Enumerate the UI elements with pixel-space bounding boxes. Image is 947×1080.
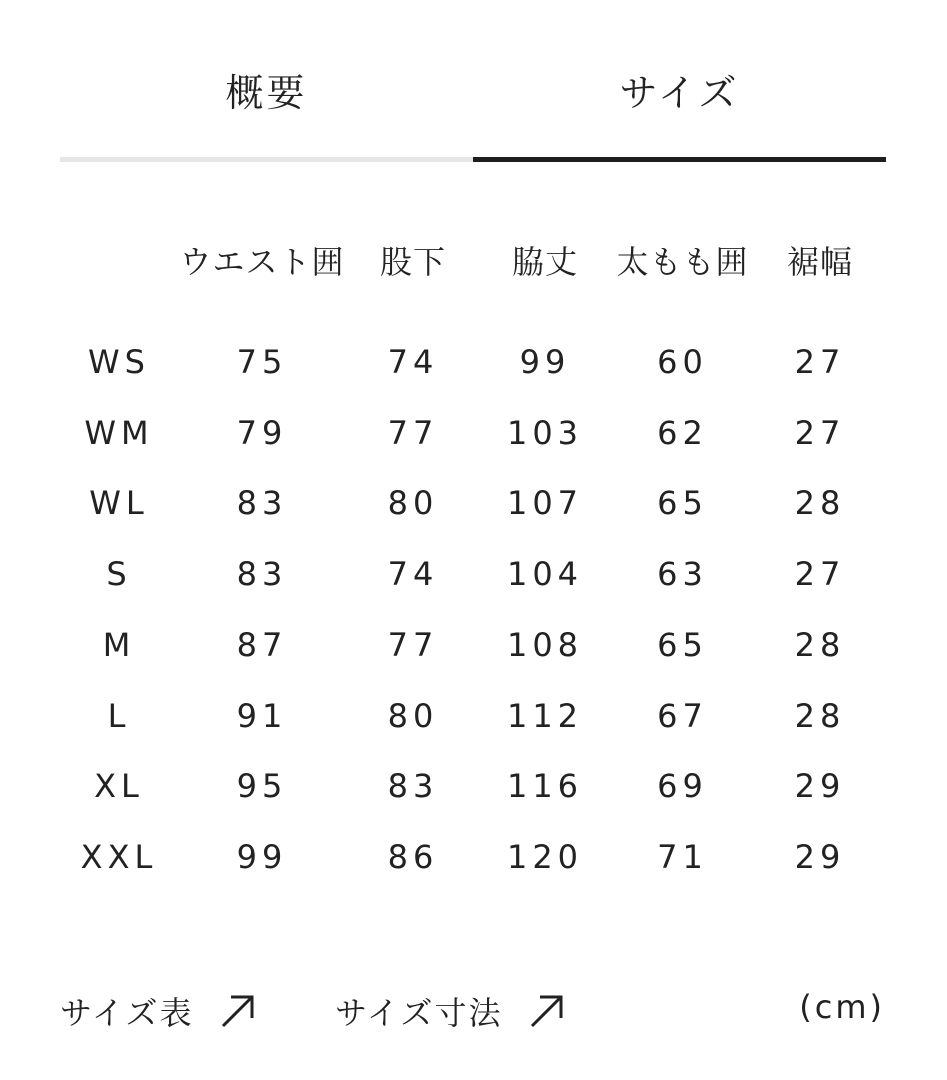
cell-size: XL bbox=[94, 767, 144, 806]
cell-outseam: 116 bbox=[506, 767, 584, 806]
tab-overview[interactable]: 概要 bbox=[225, 71, 308, 115]
cell-thigh: 65 bbox=[657, 484, 708, 523]
cell-inseam: 83 bbox=[387, 767, 439, 806]
cell-outseam: 103 bbox=[506, 413, 584, 452]
cell-outseam: 112 bbox=[506, 696, 584, 735]
cell-waist: 87 bbox=[236, 625, 288, 664]
cell-size: WM bbox=[84, 413, 154, 452]
unit-label: (cm) bbox=[799, 988, 885, 1026]
size-measurement-link[interactable] bbox=[335, 985, 566, 1037]
cell-thigh: 63 bbox=[657, 555, 708, 594]
cell-size: XXL bbox=[80, 837, 158, 876]
cell-waist: 75 bbox=[236, 343, 288, 381]
cell-thigh: 62 bbox=[657, 413, 708, 452]
cell-hem-width: 29 bbox=[794, 837, 846, 876]
column-header-size bbox=[60, 237, 178, 285]
cell-hem-width: 28 bbox=[794, 484, 846, 523]
cell-waist: 83 bbox=[236, 484, 288, 523]
cell-hem-width: 28 bbox=[794, 625, 846, 664]
cell-thigh: 69 bbox=[657, 767, 708, 806]
column-header-waist: ウエスト囲 bbox=[179, 243, 345, 281]
column-header-hem-width: 裾幅 bbox=[786, 243, 853, 281]
size-chart-link-label: サイズ表 bbox=[60, 994, 194, 1032]
cell-hem-width: 28 bbox=[794, 696, 846, 735]
cell-waist: 99 bbox=[236, 837, 288, 876]
cell-outseam: 104 bbox=[506, 555, 584, 594]
cell-size: S bbox=[106, 555, 132, 594]
cell-inseam: 77 bbox=[387, 413, 439, 452]
cell-hem-width: 27 bbox=[794, 555, 846, 594]
cell-hem-width: 27 bbox=[794, 343, 846, 381]
cell-hem-width: 29 bbox=[794, 767, 846, 806]
cell-waist: 79 bbox=[236, 413, 288, 452]
column-header-thigh: 太もも囲 bbox=[616, 243, 749, 281]
cell-waist: 83 bbox=[236, 555, 288, 594]
cell-outseam: 99 bbox=[519, 343, 571, 381]
cell-inseam: 80 bbox=[387, 696, 439, 735]
cell-waist: 91 bbox=[236, 696, 288, 735]
cell-size: WS bbox=[88, 343, 150, 381]
cell-waist: 95 bbox=[236, 767, 288, 806]
cell-inseam: 86 bbox=[387, 837, 439, 876]
size-chart-link[interactable] bbox=[60, 985, 257, 1037]
cell-thigh: 67 bbox=[657, 696, 708, 735]
cell-inseam: 74 bbox=[387, 555, 439, 594]
cell-size: M bbox=[102, 625, 136, 664]
tab-size[interactable]: サイズ bbox=[619, 71, 740, 115]
cell-thigh: 71 bbox=[657, 837, 708, 876]
cell-thigh: 65 bbox=[657, 625, 708, 664]
tab-indicator-inactive bbox=[60, 157, 473, 162]
arrow-up-right-icon bbox=[528, 992, 566, 1030]
column-header-inseam: 股下 bbox=[379, 243, 446, 281]
size-measurement-link-label: サイズ寸法 bbox=[335, 994, 503, 1032]
cell-outseam: 107 bbox=[506, 484, 584, 523]
cell-outseam: 120 bbox=[506, 837, 584, 876]
tab-indicator-active bbox=[473, 157, 886, 162]
cell-thigh: 60 bbox=[657, 343, 708, 381]
tab-bar bbox=[60, 0, 886, 165]
cell-size: WL bbox=[89, 484, 149, 523]
cell-outseam: 108 bbox=[506, 625, 584, 664]
cell-hem-width: 27 bbox=[794, 413, 846, 452]
cell-inseam: 80 bbox=[387, 484, 439, 523]
cell-size: L bbox=[107, 696, 131, 735]
cell-inseam: 77 bbox=[387, 625, 439, 664]
cell-inseam: 74 bbox=[387, 343, 439, 381]
arrow-up-right-icon bbox=[219, 992, 257, 1030]
column-header-outseam: 脇丈 bbox=[511, 243, 578, 281]
